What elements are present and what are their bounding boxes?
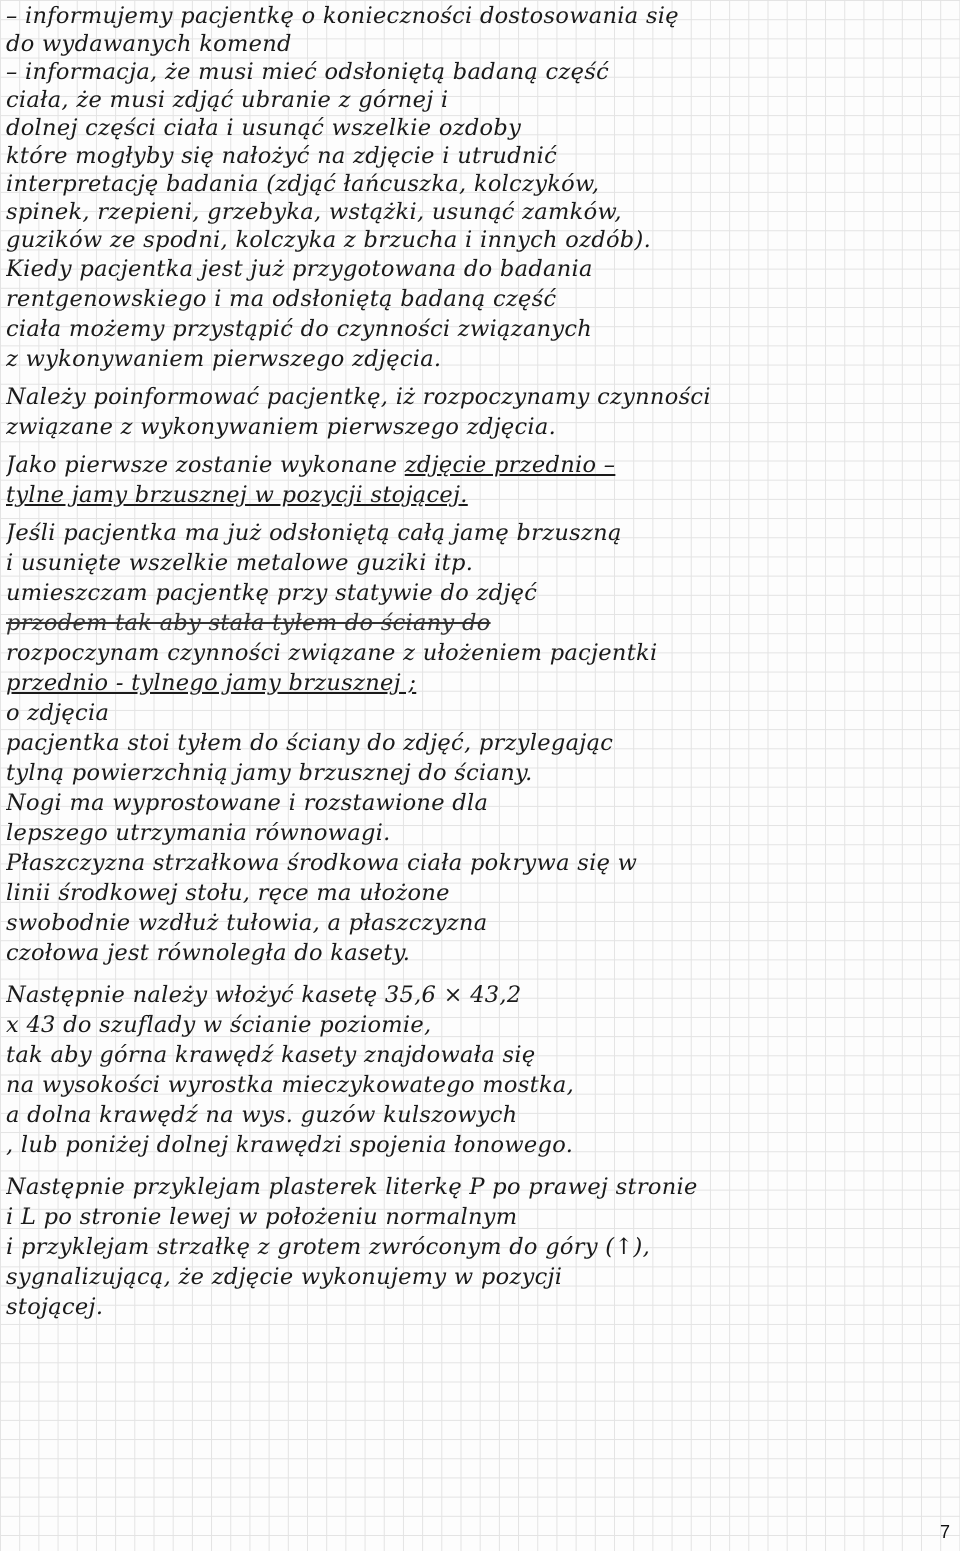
text-line: guzików ze spodni, kolczyka z brzucha i innych ozdób). (6, 227, 652, 253)
text-line: do wydawanych komend (6, 31, 292, 57)
paragraph-4 (6, 450, 906, 510)
paragraph-7 (6, 980, 906, 1160)
text-line: które mogłyby się nałożyć na zdjęcie i utrudnić (6, 143, 558, 169)
text-line: linii środkowej stołu, ręce ma ułożone (6, 880, 450, 906)
text-line: x 43 do szuflady w ścianie poziomie, (6, 1012, 432, 1038)
text-line: z wykonywaniem pierwszego zdjęcia. (6, 346, 442, 372)
text-line: Nogi ma wyprostowane i rozstawione dla (6, 790, 489, 816)
text-line: czołowa jest równoległa do kasety. (6, 940, 411, 966)
text-line: stojącej. (6, 1294, 104, 1320)
paragraph-6 (6, 728, 906, 968)
text-line (6, 668, 906, 698)
page-number: 7 (939, 1522, 950, 1542)
text-line: tylne jamy brzusznej w pozycji stojącej. (6, 482, 468, 508)
text-line: Należy poinformować pacjentkę, iż rozpoczynamy czynności (6, 384, 711, 410)
handwritten-text (6, 2, 906, 1322)
text-line: lepszego utrzymania równowagi. (6, 820, 391, 846)
text-line: umieszczam pacjentkę przy statywie do zdjęć (6, 580, 538, 606)
text-line: i przyklejam strzałkę z grotem zwróconym do góry (↑), (6, 1234, 651, 1260)
text-line: związane z wykonywaniem pierwszego zdjęcia. (6, 414, 557, 440)
text-line: a dolna krawędź na wys. guzów kulszowych (6, 1102, 518, 1128)
underlined-text: przednio - tylnego jamy brzusznej ; (6, 670, 417, 696)
text-line: ciała, że musi zdjąć ubranie z górnej i (6, 87, 449, 113)
text-line: – informacja, że musi mieć odsłoniętą badaną część (6, 59, 609, 85)
text-line: i usunięte wszelkie metalowe guziki itp. (6, 550, 474, 576)
text-line: dolnej części ciała i usunąć wszelkie ozdoby (6, 115, 522, 141)
text-line: , lub poniżej dolnej krawędzi spojenia łonowego. (6, 1132, 574, 1158)
paragraph-3 (6, 382, 906, 442)
text-line: Następnie przyklejam plasterek literkę P po prawej stronie (6, 1174, 698, 1200)
paragraph-8 (6, 1172, 906, 1322)
text-line: ciała możemy przystąpić do czynności związanych (6, 316, 593, 342)
paragraph-5 (6, 518, 906, 728)
text-line: Płaszczyzna strzałkowa środkowa ciała pokrywa się w (6, 850, 638, 876)
text-line: tak aby górna krawędź kasety znajdowała się (6, 1042, 536, 1068)
paragraph-2 (6, 254, 906, 374)
text-line: Jako pierwsze zostanie wykonane zdjęcie przednio – (6, 452, 616, 478)
text-line: sygnalizującą, że zdjęcie wykonujemy w pozycji (6, 1264, 563, 1290)
text-line: tylną powierzchnią jamy brzusznej do ściany. (6, 760, 533, 786)
struck-out-line: przodem tak aby stała tyłem do ściany do (6, 610, 491, 636)
text-line: Kiedy pacjentka jest już przygotowana do badania (6, 256, 593, 282)
underlined-text: zdjęcie przednio – (404, 452, 616, 478)
text-line: interpretację badania (zdjąć łańcuszka, kolczyków, (6, 171, 600, 197)
text-line: spinek, rzepieni, grzebyka, wstążki, usunąć zamków, (6, 199, 622, 225)
paragraph-1 (6, 2, 906, 254)
text-line: Jeśli pacjentka ma już odsłoniętą całą jamę brzuszną (6, 520, 622, 546)
text-line: swobodnie wzdłuż tułowia, a płaszczyzna (6, 910, 488, 936)
text-line: i L po stronie lewej w położeniu normalnym (6, 1204, 518, 1230)
text-line: Następnie należy włożyć kasetę 35,6 × 43,2 (6, 982, 522, 1008)
text-line: na wysokości wyrostka mieczykowatego mostka, (6, 1072, 575, 1098)
text-line: – informujemy pacjentkę o konieczności dostosowania się (6, 3, 679, 29)
text-line: o zdjęcia (6, 700, 110, 726)
text-line: rozpoczynam czynności związane z ułożeniem pacjentki (6, 640, 658, 666)
text-line: rentgenowskiego i ma odsłoniętą badaną część (6, 286, 557, 312)
text-line: pacjentka stoi tyłem do ściany do zdjęć, przylegając (6, 730, 614, 756)
